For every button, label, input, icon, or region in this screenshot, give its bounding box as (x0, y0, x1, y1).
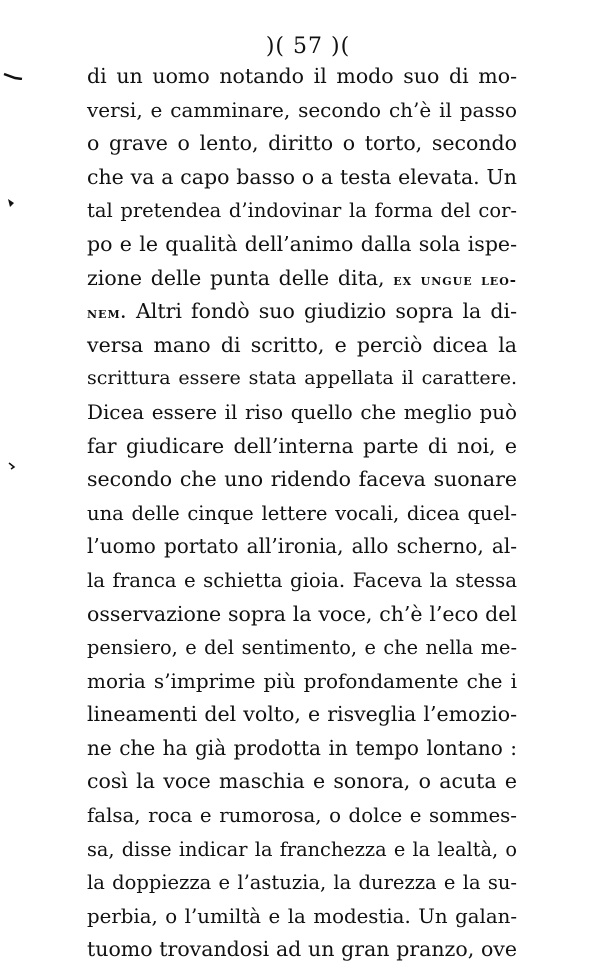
text-line (87, 228, 517, 262)
text-line (87, 866, 517, 900)
text-line-content: tal pretendea d’indovinar la forma del cor- (87, 199, 517, 223)
latin-phrase: ex ungue leo- (393, 270, 517, 289)
text-line (87, 631, 517, 665)
text-line (87, 799, 517, 833)
page-number: )( 57 )( (265, 34, 351, 59)
text-line (87, 161, 517, 195)
text-line-content: versi, e camminare, secondo ch’è il passo (87, 97, 517, 122)
text-line-content: di un uomo notando il modo suo di mo- (87, 64, 517, 88)
text-line-content: secondo che uno ridendo faceva suonare (87, 467, 517, 492)
text-line (87, 497, 517, 531)
text-line-content: che va a capo basso o a testa elevata. Un (87, 164, 517, 189)
text-line (87, 598, 517, 632)
text-line-content: o grave o lento, diritto o torto, secondo (87, 131, 517, 156)
text-line (87, 665, 517, 699)
text-line (87, 732, 517, 766)
text-line-content: lineamenti del volto, e risveglia l’emozio- (87, 702, 517, 727)
text-line-content: l’uomo portato all’ironia, allo scherno, al- (87, 534, 517, 559)
text-line-content: po e le qualità dell’animo dalla sola ispe- (87, 231, 517, 256)
text-line (87, 127, 517, 161)
margin-mark (6, 198, 16, 208)
text-line (87, 900, 517, 934)
text-line-content: moria s’imprime più profondamente che i (87, 668, 517, 693)
text-line-content: pensiero, e del sentimento, e che nella me- (87, 636, 517, 660)
text-line (87, 430, 517, 464)
text-line (87, 530, 517, 564)
text-line-content: osservazione sopra la voce, ch’è l’eco del (87, 601, 517, 626)
text-line-content: far giudicare dell’interna parte di noi, e (87, 433, 517, 458)
text-line (87, 933, 517, 967)
body-text (87, 60, 517, 967)
text-line-content: versa mano di scritto, e perciò dicea la (87, 332, 517, 357)
text-line (87, 94, 517, 128)
text-line (87, 396, 517, 430)
text-line-content: scrittura essere stata appellata il carattere. (87, 367, 517, 390)
text-line (87, 329, 517, 363)
text-line-content: ne che ha già prodotta in tempo lontano : (87, 735, 517, 760)
text-line (87, 262, 517, 296)
text-line-content: una delle cinque lettere vocali, dicea quel- (87, 501, 517, 525)
margin-mark (3, 72, 23, 80)
text-line-content: Dicea essere il riso quello che meglio può (87, 400, 517, 424)
text-line (87, 698, 517, 732)
text-line-content: perbia, o l’umiltà e la modestia. Un galan- (87, 904, 517, 928)
text-line-content: così la voce maschia e sonora, o acuta e (87, 769, 517, 794)
text-line (87, 362, 517, 396)
text-line-content: Altri fondò suo giudizio sopra la di- (126, 299, 517, 324)
text-line (87, 60, 517, 94)
text-line-content: zione delle punta delle dita, (87, 265, 394, 290)
text-line-content: tuomo trovandosi ad un gran pranzo, ove (87, 937, 517, 962)
text-line-content: la franca e schietta gioia. Faceva la stessa (87, 568, 517, 592)
text-line-content: falsa, roca e rumorosa, o dolce e sommes- (87, 804, 517, 828)
text-line-content: sa, disse indicar la franchezza e la lealtà, o (87, 837, 517, 861)
latin-phrase: nem. (87, 304, 127, 323)
text-line (87, 295, 517, 329)
text-line (87, 463, 517, 497)
text-line (87, 765, 517, 799)
text-line (87, 564, 517, 598)
text-line-content: la doppiezza e l’astuzia, la durezza e la su- (87, 871, 517, 895)
text-line (87, 194, 517, 228)
margin-mark (8, 462, 16, 470)
text-line (87, 833, 517, 867)
